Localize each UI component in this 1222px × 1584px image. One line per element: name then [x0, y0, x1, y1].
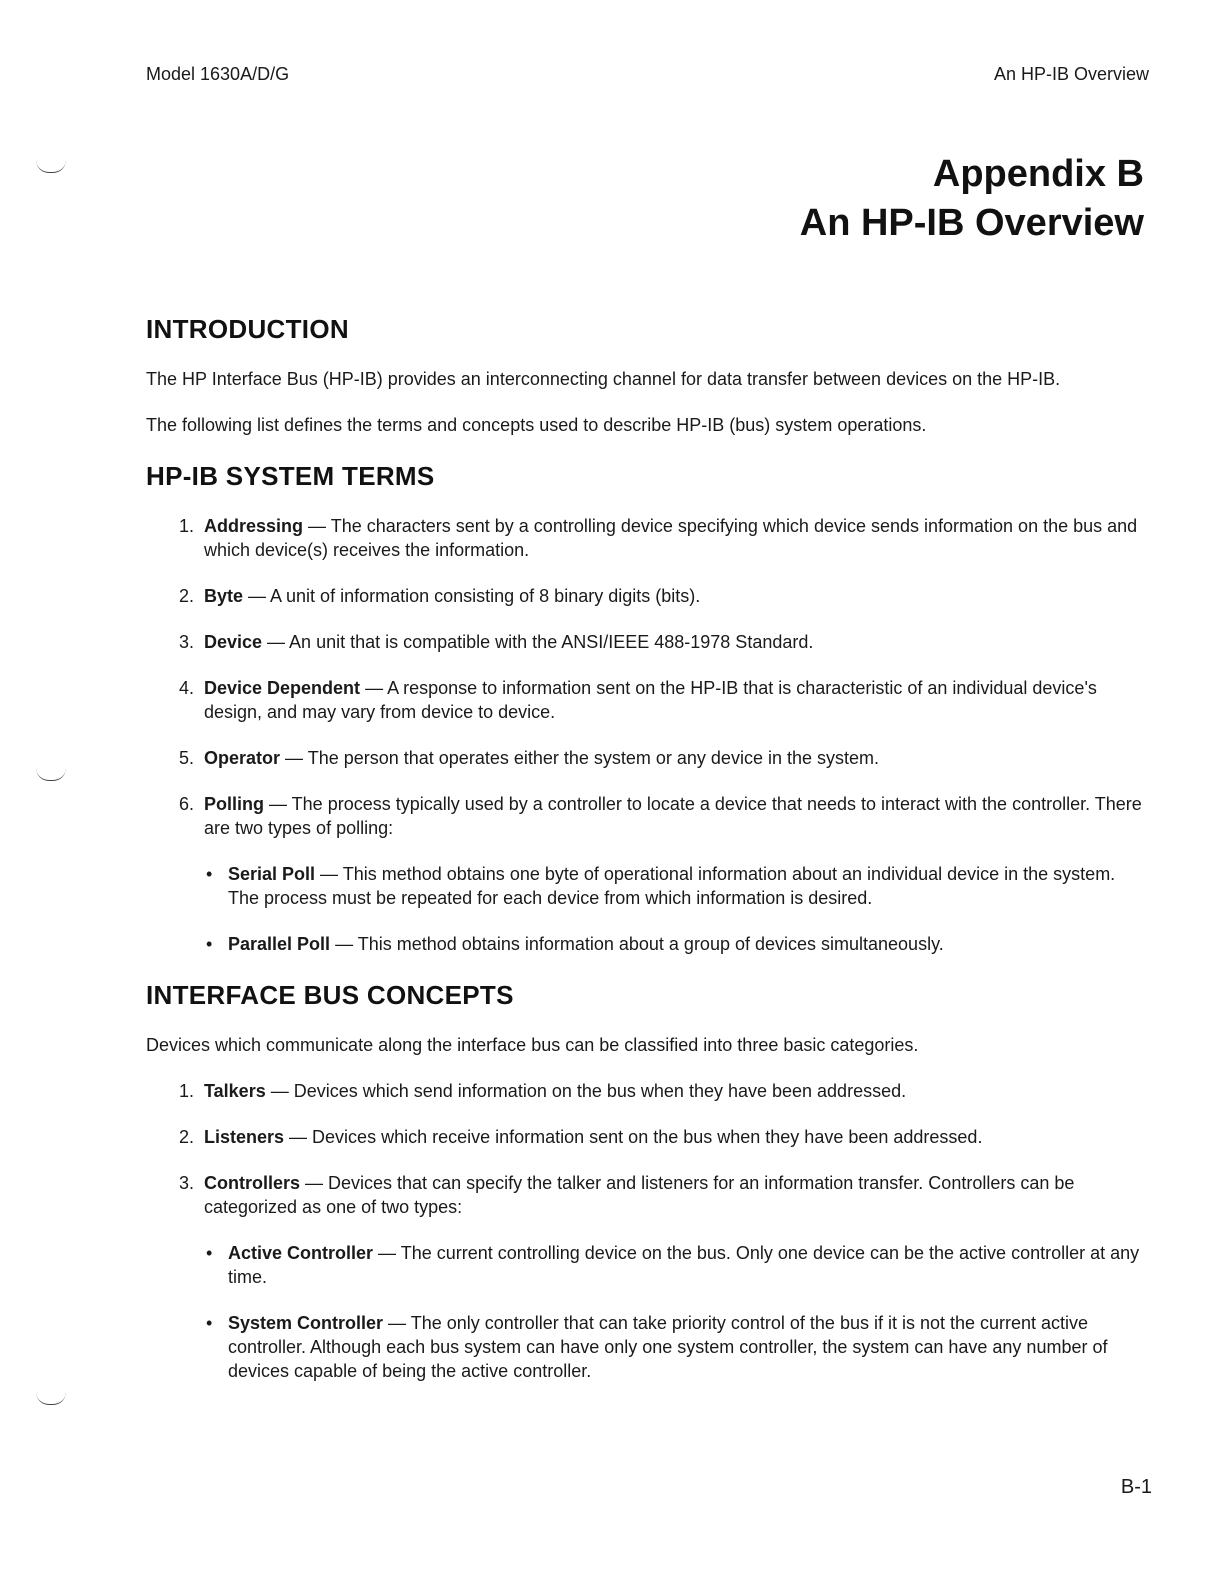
polling-types-list: [146, 862, 1150, 956]
term-label: Byte: [204, 586, 244, 606]
system-terms-list: [146, 514, 1150, 840]
header-section: An HP-IB Overview: [993, 64, 1149, 84]
list-item: [146, 862, 1150, 910]
list-item: [146, 676, 1150, 724]
term-label: Parallel Poll: [228, 934, 331, 954]
item-number: 5.: [179, 748, 195, 768]
binder-hole-mark: [36, 768, 66, 781]
intro-paragraph-1: The HP Interface Bus (HP-IB) provides an interconnecting channel for data transfer between devices on the HP-IB.: [146, 369, 1061, 389]
item-number: 3.: [179, 632, 195, 652]
term-label: Serial Poll: [228, 864, 316, 884]
binder-hole-mark: [36, 1392, 66, 1405]
term-label: Active Controller: [228, 1243, 374, 1263]
list-item: [146, 514, 1150, 562]
list-item: [146, 1311, 1150, 1383]
term-definition: — The current controlling device on the bus. Only one device can be the active controller at any time.: [228, 1243, 1140, 1287]
term-definition: — Devices that can specify the talker and listeners for an information transfer. Controllers can be categorized as one of two types:: [204, 1173, 1075, 1217]
binder-hole-mark: [36, 160, 66, 173]
heading-bus-concepts: INTERFACE BUS CONCEPTS: [146, 980, 514, 1010]
term-definition: — The process typically used by a controller to locate a device that needs to interact with the controller. There are two types of polling:: [204, 794, 1142, 838]
title-line-1: Appendix B: [932, 153, 1144, 195]
item-number: 1.: [179, 516, 195, 536]
title-line-2: An HP-IB Overview: [799, 202, 1144, 244]
term-definition: — The person that operates either the system or any device in the system.: [280, 748, 879, 768]
term-label: Listeners: [204, 1127, 285, 1147]
bullet-glyph: •: [206, 1313, 213, 1333]
list-item: [146, 932, 1150, 956]
term-definition: — Devices which send information on the bus when they have been addressed.: [265, 1081, 907, 1101]
term-definition: — This method obtains one byte of operational information about an individual device in the system. The process must be repeated for each device from which information is desired.: [228, 864, 1116, 908]
item-number: 4.: [179, 678, 195, 698]
term-label: Talkers: [204, 1081, 266, 1101]
term-label: System Controller: [228, 1313, 384, 1333]
item-number: 1.: [179, 1081, 195, 1101]
page-title: [800, 150, 1144, 248]
list-item: [146, 792, 1150, 840]
term-definition: — An unit that is compatible with the ANSI/IEEE 488-1978 Standard.: [262, 632, 814, 652]
list-item: [146, 1125, 1150, 1149]
bullet-glyph: •: [206, 864, 213, 884]
bus-concepts-intro: Devices which communicate along the interface bus can be classified into three basic categories.: [146, 1035, 919, 1055]
controller-types-list: [146, 1241, 1150, 1383]
bullet-glyph: •: [206, 934, 213, 954]
item-number: 6.: [179, 794, 195, 814]
bus-concepts-list: [146, 1079, 1150, 1219]
list-item: [146, 746, 1150, 770]
heading-system-terms: HP-IB SYSTEM TERMS: [146, 461, 435, 491]
term-label: Device: [204, 632, 263, 652]
term-label: Polling: [204, 794, 264, 814]
term-label: Operator: [204, 748, 281, 768]
list-item: [146, 630, 1150, 654]
item-number: 2.: [179, 586, 195, 606]
list-item: [146, 1171, 1150, 1219]
list-item: [146, 1241, 1150, 1289]
item-number: 2.: [179, 1127, 195, 1147]
document-body: [146, 314, 1150, 1383]
term-definition: — The only controller that can take priority control of the bus if it is not the current active controller. Although each bus system can have only one system controller, the system can have any number of devices capable of being the active controller.: [228, 1313, 1108, 1381]
list-item: [146, 584, 1150, 608]
term-label: Addressing: [204, 516, 304, 536]
heading-introduction: INTRODUCTION: [146, 314, 349, 344]
term-definition: — A unit of information consisting of 8 binary digits (bits).: [243, 586, 701, 606]
term-label: Controllers: [204, 1173, 301, 1193]
term-definition: — A response to information sent on the HP-IB that is characteristic of an individual device's design, and may vary from device to device.: [204, 678, 1097, 722]
intro-paragraph-2: The following list defines the terms and concepts used to describe HP-IB (bus) system operations.: [146, 415, 927, 435]
item-number: 3.: [179, 1173, 195, 1193]
term-definition: — This method obtains information about a group of devices simultaneously.: [330, 934, 944, 954]
list-item: [146, 1079, 1150, 1103]
bullet-glyph: •: [206, 1243, 213, 1263]
term-definition: — The characters sent by a controlling device specifying which device sends information on the bus and which device(s) receives the information.: [204, 516, 1138, 560]
page-number: B-1: [1120, 1476, 1152, 1498]
header-model: Model 1630A/D/G: [146, 64, 290, 84]
term-definition: — Devices which receive information sent on the bus when they have been addressed.: [284, 1127, 983, 1147]
term-label: Device Dependent: [204, 678, 361, 698]
